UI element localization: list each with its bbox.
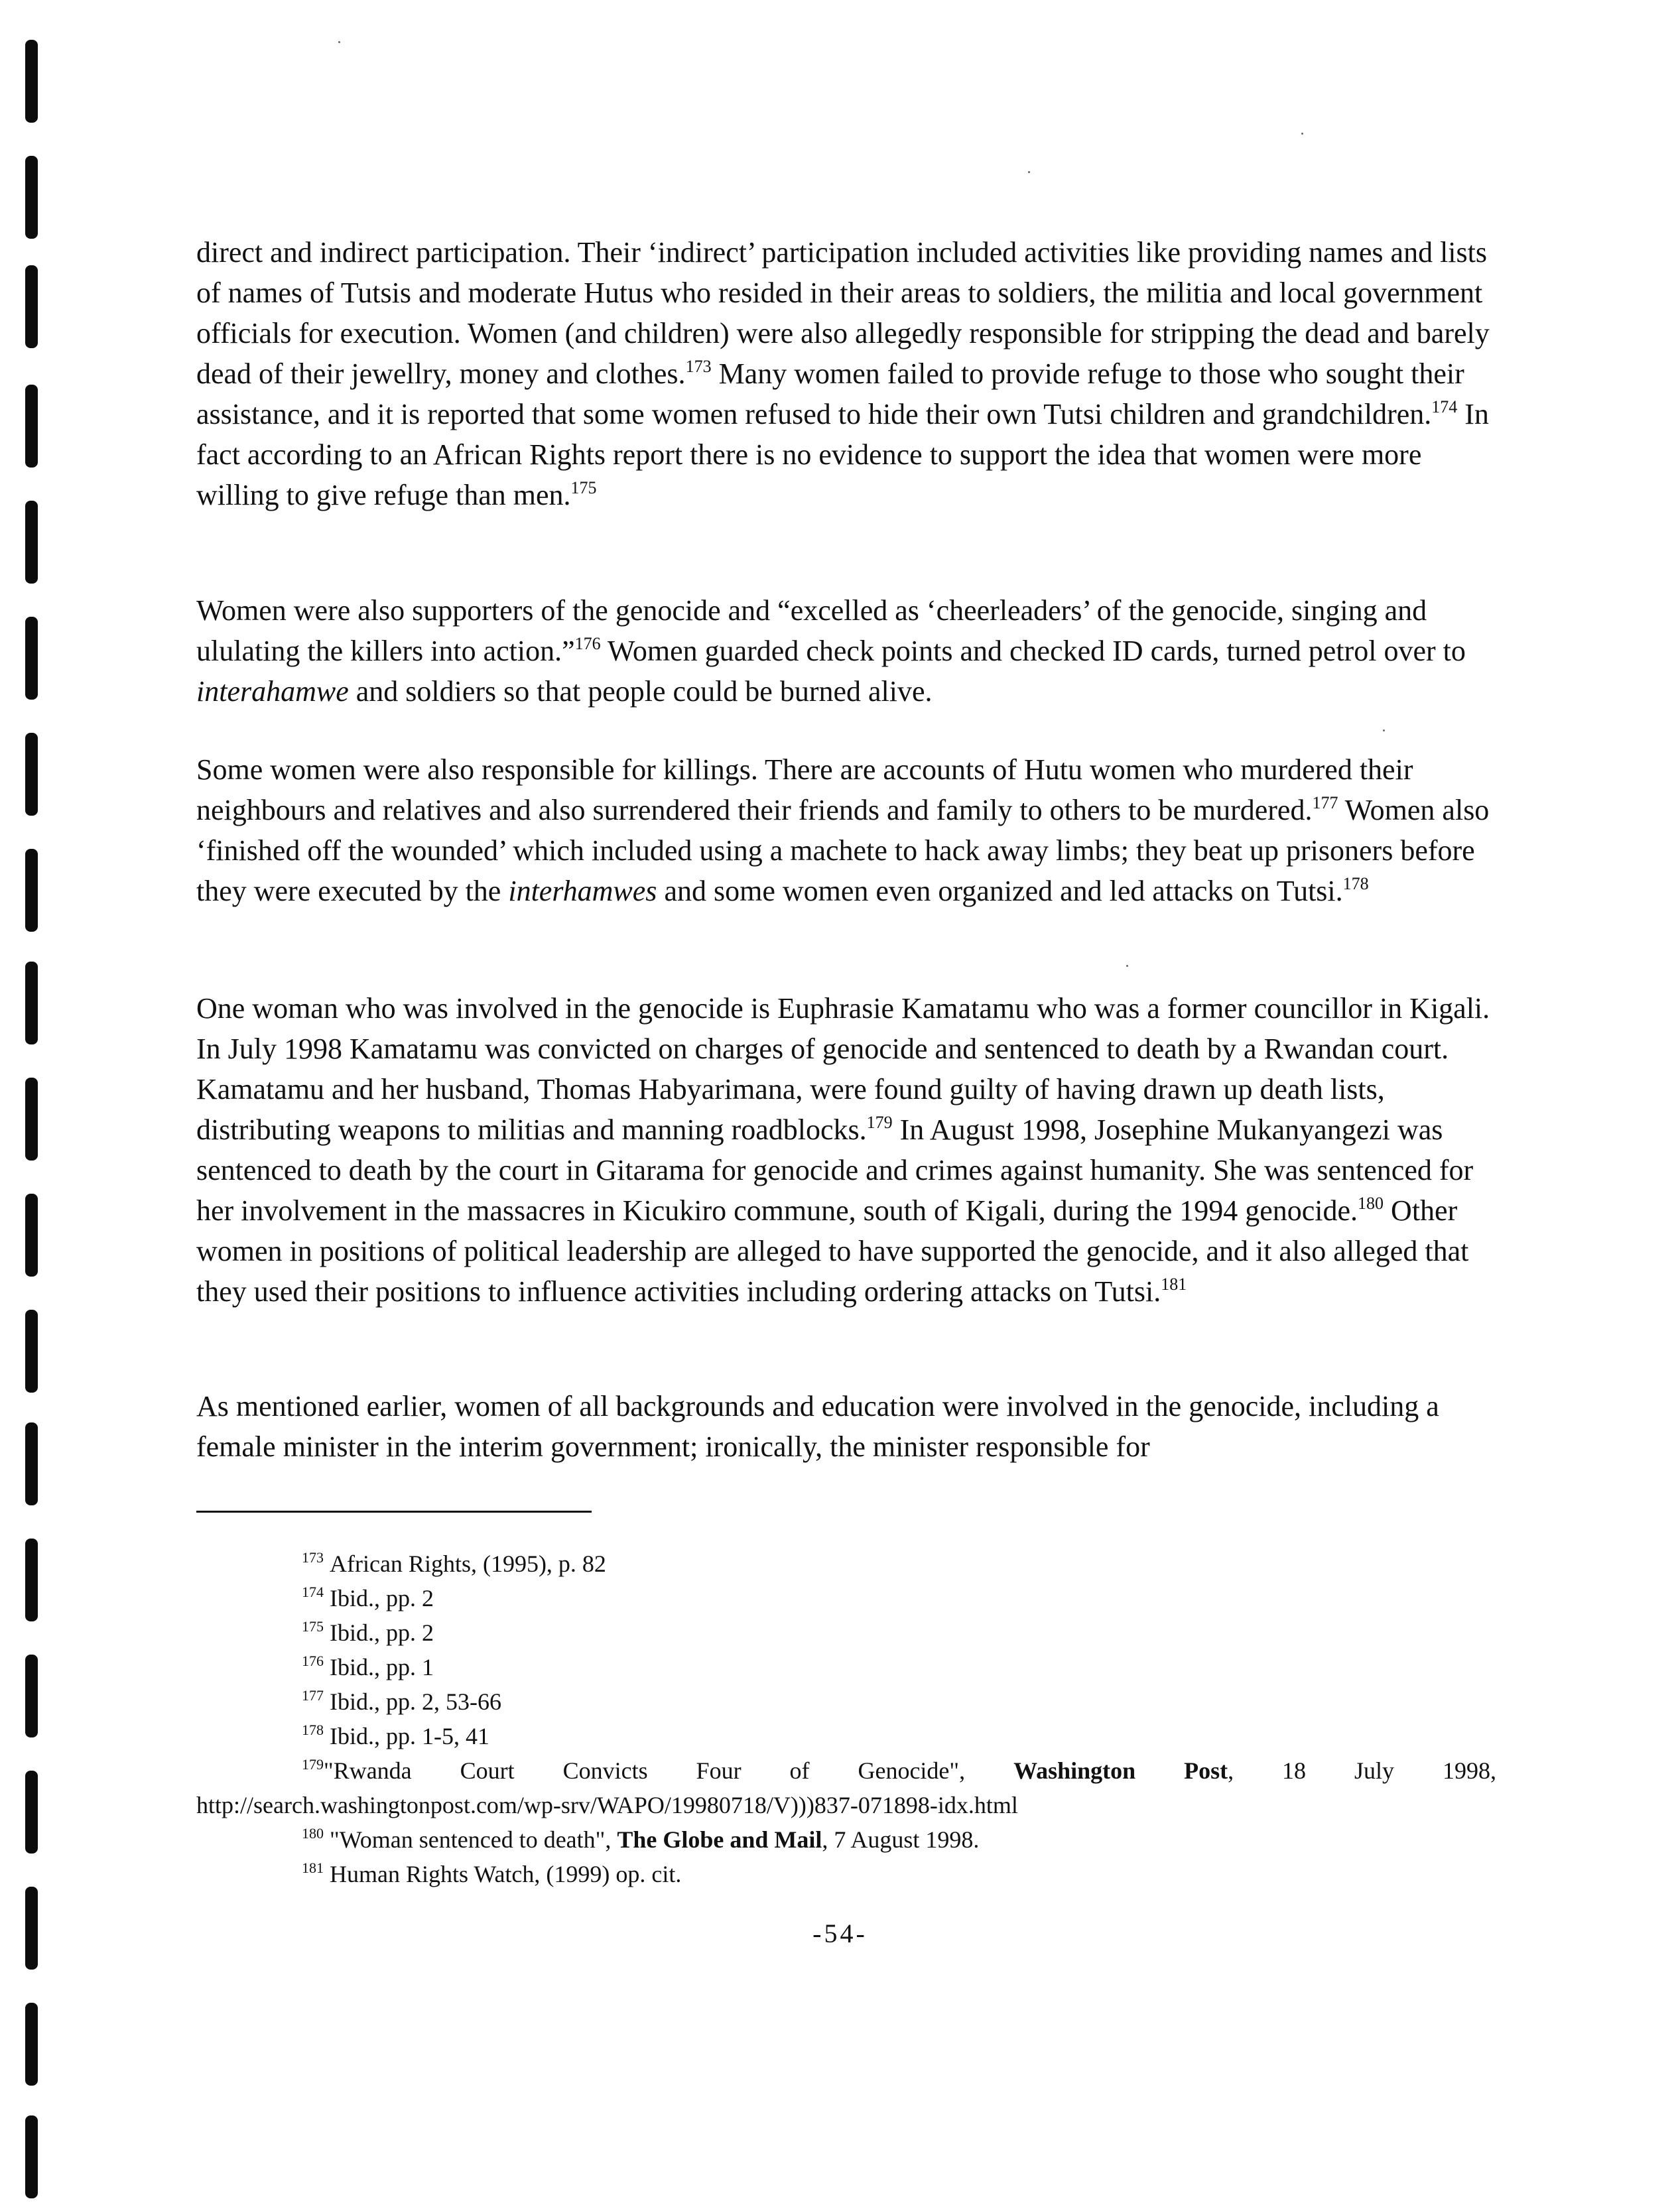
footnote-ref: 176 — [574, 634, 601, 653]
paragraph-text: and some women even organized and led attacks on Tutsi. — [657, 875, 1343, 907]
binding-hole — [25, 2115, 38, 2198]
binding-hole — [25, 849, 38, 932]
binding-hole — [25, 1655, 38, 1737]
binding-hole — [25, 962, 38, 1044]
binding-hole — [25, 1194, 38, 1277]
scan-speck — [1383, 729, 1385, 731]
scan-speck — [1028, 171, 1030, 173]
binding-hole — [25, 1422, 38, 1505]
footnote-text: , 7 August 1998. — [822, 1826, 980, 1853]
footnote-text: Ibid., pp. 1 — [330, 1654, 434, 1680]
footnote-176 — [302, 1650, 434, 1684]
binding-hole — [25, 265, 38, 348]
footnote-text: "Woman sentenced to death", — [330, 1826, 617, 1853]
paragraph-text: Women also ‘finished off the wounded’ which included using a machete to hack away limbs; they beat up prisoners before they were executed by the — [196, 794, 1490, 907]
scan-speck — [338, 41, 340, 43]
footnote-ref: 174 — [1431, 397, 1458, 416]
scan-speck — [1126, 965, 1128, 967]
paragraph-text: Other women in positions of political leadership are alleged to have supported the genocide, and it also alleged that they used their positions to influence activities including ordering attacks on Tutsi. — [196, 1194, 1469, 1308]
footnote-ref: 181 — [1161, 1275, 1187, 1294]
footnote-180 — [302, 1822, 979, 1857]
footnote-177 — [302, 1684, 501, 1719]
footnote-179 — [196, 1753, 1496, 1822]
paragraph-text: Many women failed to provide refuge to those who sought their assistance, and it is reported that some women refused to hide their own Tutsi children and grandchildren. — [196, 357, 1464, 430]
footnote-175 — [302, 1615, 434, 1650]
binding-hole — [25, 40, 38, 123]
footnote-number: 174 — [302, 1584, 324, 1600]
paragraph-text: Women were also supporters of the genocide and “excelled as ‘cheerleaders’ of the genocide, singing and ululating the killers into action.” — [196, 594, 1427, 667]
footnote-ref: 180 — [1358, 1194, 1384, 1213]
paragraph-3 — [196, 749, 1496, 911]
footnote-text: , 18 July 1998, — [1228, 1757, 1496, 1784]
paragraph-2 — [196, 590, 1496, 712]
footnote-text: Ibid., pp. 2 — [330, 1619, 434, 1646]
footnote-number: 180 — [302, 1825, 324, 1842]
paragraph-text: Women guarded check points and checked ID cards, turned petrol over to — [600, 635, 1466, 667]
binding-hole — [25, 1078, 38, 1161]
paragraph-text: and soldiers so that people could be burned alive. — [348, 675, 933, 708]
binding-hole — [25, 733, 38, 816]
footnote-separator — [196, 1511, 592, 1513]
binding-hole — [25, 617, 38, 700]
publication-name: Washington Post — [1013, 1757, 1228, 1784]
paragraph-4 — [196, 988, 1496, 1312]
footnote-number: 176 — [302, 1653, 324, 1669]
binding-hole — [25, 501, 38, 584]
binding-hole — [25, 385, 38, 468]
footnote-number: 173 — [302, 1549, 324, 1566]
footnote-ref: 175 — [570, 478, 597, 497]
binding-hole — [25, 2003, 38, 2086]
binding-hole — [25, 156, 38, 239]
paragraph-text: In fact according to an African Rights report there is no evidence to support the idea that women were more willing to give refuge than men. — [196, 398, 1489, 511]
footnote-number: 175 — [302, 1618, 324, 1635]
footnote-text: "Rwanda Court Convicts Four of Genocide", — [324, 1757, 1014, 1784]
footnote-ref: 177 — [1312, 793, 1338, 812]
footnote-number: 179 — [302, 1756, 324, 1773]
footnote-number: 177 — [302, 1687, 324, 1704]
footnote-text: Ibid., pp. 2 — [330, 1585, 434, 1611]
italic-term: interhamwes — [508, 875, 657, 907]
paragraph-5 — [196, 1386, 1496, 1467]
footnote-174 — [302, 1581, 434, 1615]
scan-speck — [1301, 133, 1303, 135]
binding-hole — [25, 1771, 38, 1854]
paragraph-text: In August 1998, Josephine Mukanyangezi was sentenced to death by the court in Gitarama for genocide and crimes against humanity. She was sentenced for her involvement in the massacres in Kicukiro commune, south of Kigali, during the 1994 genocide. — [196, 1113, 1474, 1227]
footnote-text: Ibid., pp. 1-5, 41 — [330, 1723, 489, 1749]
footnote-line — [196, 1753, 1496, 1788]
footnote-173 — [302, 1546, 606, 1581]
footnote-text: Human Rights Watch, (1999) op. cit. — [330, 1861, 682, 1887]
binding-hole — [25, 1310, 38, 1393]
binding-hole — [25, 1539, 38, 1621]
page-number: -54- — [812, 1919, 868, 1948]
publication-name: The Globe and Mail — [617, 1826, 822, 1853]
footnote-number: 178 — [302, 1722, 324, 1738]
paragraph-text: direct and indirect participation. Their ‘indirect’ participation included activities like providing names and lists of names of Tutsis and moderate Hutus who resided in their areas to soldiers, the militia and local government officials for execution. Women (and children) were also allegedly responsible for stripping the dead and barely dead of their jewellry, money and clothes. — [196, 236, 1490, 390]
footnote-178 — [302, 1719, 489, 1753]
footnote-181 — [302, 1857, 681, 1891]
footnote-ref: 173 — [685, 357, 712, 376]
italic-term: interahamwe — [196, 675, 349, 708]
footnote-text: Ibid., pp. 2, 53-66 — [330, 1688, 501, 1715]
footnote-ref: 178 — [1342, 874, 1369, 893]
footnote-ref: 179 — [866, 1113, 893, 1132]
paragraph-text: Some women were also responsible for killings. There are accounts of Hutu women who murdered their neighbours and relatives and also surrendered their friends and family to others to be murdered. — [196, 753, 1413, 826]
footnote-number: 181 — [302, 1859, 324, 1876]
paragraph-text: One woman who was involved in the genocide is Euphrasie Kamatamu who was a former councillor in Kigali. In July 1998 Kamatamu was convicted on charges of genocide and sentenced to death by a Rwandan court. Kamatamu and her husband, Thomas Habyarimana, were found guilty of having drawn up death lists, distributing weapons to militias and manning roadblocks. — [196, 992, 1490, 1146]
footnote-text: African Rights, (1995), p. 82 — [330, 1550, 606, 1577]
binding-holes — [19, 0, 45, 2205]
footnote-url: http://search.washingtonpost.com/wp-srv/WAPO/19980718/V)))837-071898-idx.html — [196, 1792, 1018, 1818]
paragraph-text: As mentioned earlier, women of all backgrounds and education were involved in the genocide, including a female minister in the interim government; ironically, the minister responsible for — [196, 1390, 1439, 1463]
paragraph-1 — [196, 232, 1496, 515]
